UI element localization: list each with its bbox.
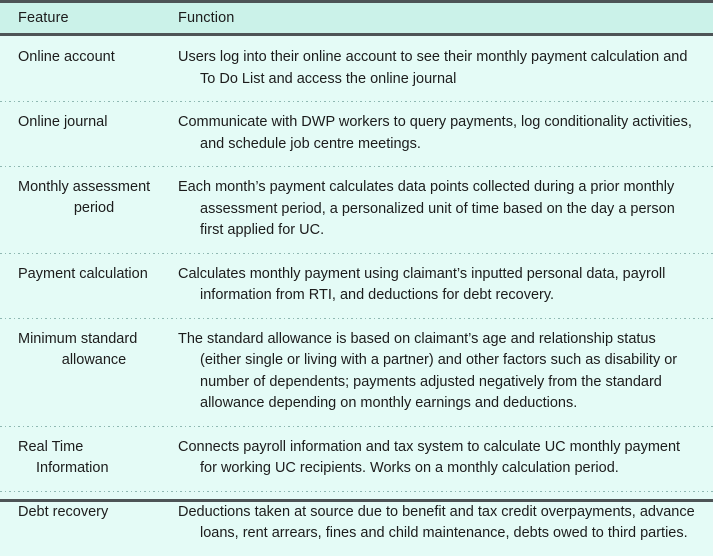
function-text: The standard allowance is based on claimant’s age and relationship status (either single or living with a partner) and other factors such as disability or number of dependents; payments adjusted negatively from the standard allowance depending on monthly earnings and deductions. (178, 330, 678, 411)
feature-line-1: Monthly assessment (18, 179, 151, 195)
table-bottom-rule (0, 499, 713, 502)
feature-line-1: Real Time (18, 438, 84, 455)
table-row (0, 253, 713, 318)
cell-function (178, 177, 713, 242)
function-text: Communicate with DWP workers to query payments, log conditionality activities, and schedule job centre meetings. (178, 114, 692, 152)
feature-line-2: period (73, 200, 115, 216)
cell-function (178, 437, 713, 480)
table-row (0, 36, 713, 101)
function-text: Deductions taken at source due to benefit and tax credit overpayments, advance loans, rent arrears, fines and child maintenance, debts owed to third parties. (178, 503, 695, 541)
feature-line-2: Information (36, 459, 109, 476)
column-header-function: Function (178, 10, 235, 26)
cell-feature (0, 437, 178, 479)
function-text: Each month’s payment calculates data points collected during a prior monthly assessment period, a personalized unit of time based on the day a person first applied for UC. (178, 179, 675, 238)
function-text: Users log into their online account to see their monthly payment calculation and To Do List and access the online journal (178, 49, 688, 87)
cell-function (178, 264, 713, 307)
feature-line-1: Online account (18, 49, 115, 65)
cell-function (178, 47, 713, 90)
function-text: Calculates monthly payment using claimant’s inputted personal data, payroll information from RTI, and deductions for debt recovery. (178, 265, 666, 303)
cell-feature (0, 112, 178, 133)
table-body (0, 36, 713, 556)
feature-line-1: Debt recovery (18, 503, 109, 520)
cell-feature (0, 502, 178, 523)
feature-line-2: allowance (61, 351, 127, 368)
feature-line-1: Online journal (18, 114, 108, 130)
cell-feature (0, 47, 178, 68)
cell-function (178, 329, 713, 415)
table-row (0, 166, 713, 253)
cell-function (178, 112, 713, 155)
table-row (0, 426, 713, 491)
function-text: Connects payroll information and tax system to calculate UC monthly payment for working UC recipients. Works on a monthly calculation period. (178, 438, 681, 476)
cell-function (178, 502, 713, 545)
cell-feature (0, 177, 178, 219)
cell-feature (0, 264, 178, 285)
table-row (0, 318, 713, 426)
table-header-row (0, 3, 713, 33)
cell-feature (0, 329, 178, 371)
feature-line-1: Payment calculation (18, 265, 148, 282)
column-header-feature: Feature (18, 10, 69, 26)
feature-line-1: Minimum standard (18, 330, 138, 347)
table-row (0, 101, 713, 166)
